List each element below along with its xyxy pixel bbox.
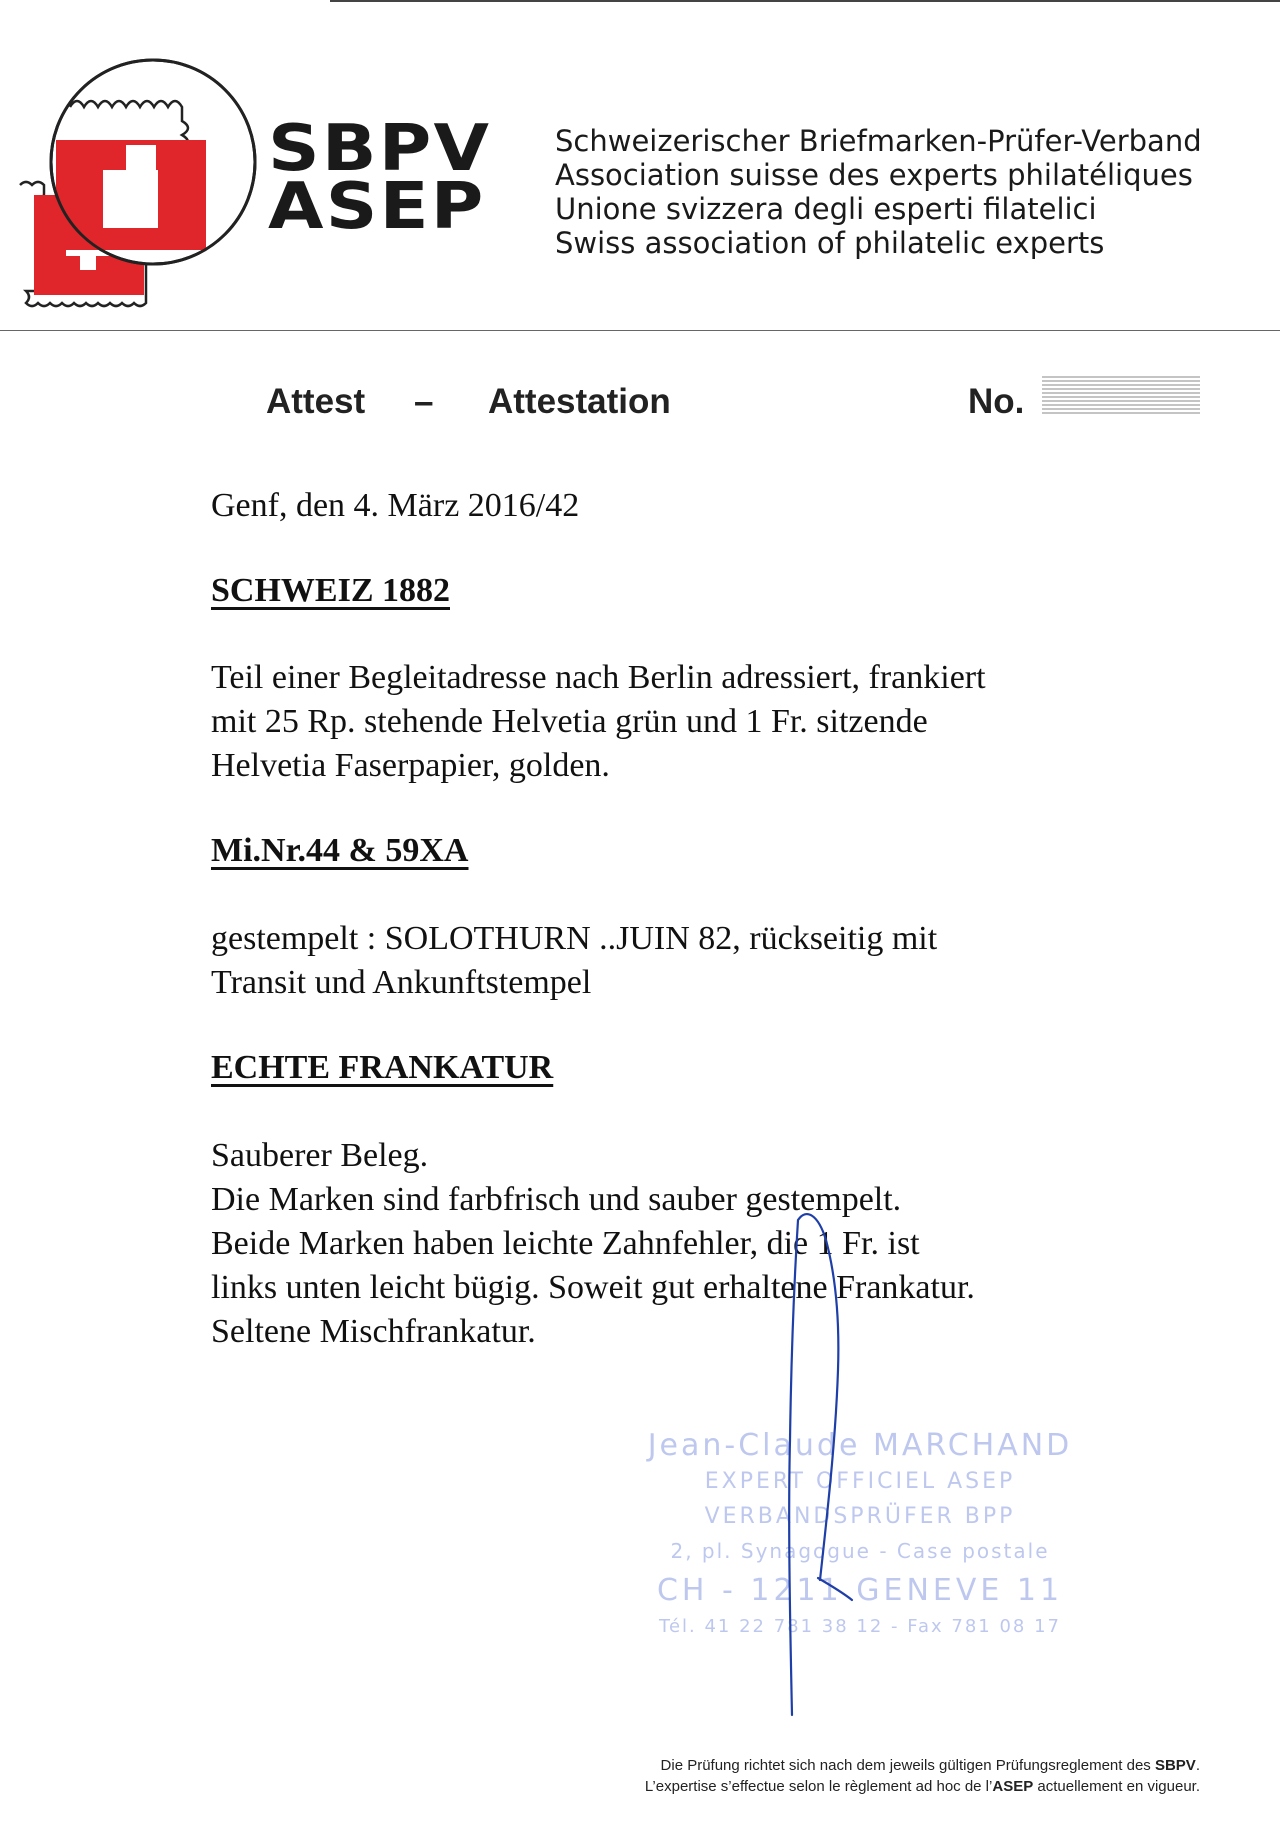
title-dash: – bbox=[414, 382, 434, 421]
footer-note bbox=[540, 1755, 1200, 1797]
stamp-line: 2, pl. Synagogue - Case postale bbox=[670, 1539, 1050, 1563]
swiss-cross-stamp-logo-icon bbox=[8, 45, 268, 317]
footer-acronym: SBPV bbox=[1154, 1757, 1196, 1774]
top-border-line bbox=[0, 0, 1280, 2]
number-label: No. bbox=[968, 382, 1025, 421]
cancellation-line: Transit und Ankunftstempel bbox=[211, 964, 592, 1001]
stamp-line: VERBANDSPRÜFER BPP bbox=[704, 1504, 1016, 1529]
stamp-line: EXPERT OFFICIEL ASEP bbox=[704, 1469, 1016, 1494]
section-heading-country: SCHWEIZ 1882 bbox=[211, 572, 450, 609]
footer-text: L’expertise s’effectue selon le règlement ad hoc de l’ bbox=[644, 1778, 993, 1795]
description-paragraph bbox=[211, 656, 986, 788]
handwritten-signature bbox=[760, 1200, 860, 1720]
footer-acronym: ASEP bbox=[992, 1778, 1034, 1795]
brand-line-sbpv: SBPV bbox=[268, 112, 492, 186]
condition-line: Die Marken sind farbfrisch und sauber gestempelt. bbox=[211, 1181, 902, 1218]
association-name-de: Schweizerischer Briefmarken-Prüfer-Verband bbox=[555, 124, 1202, 158]
brand-line-asep: ASEP bbox=[268, 170, 486, 244]
association-name-en: Swiss association of philatelic experts bbox=[555, 226, 1105, 260]
title-attest: Attest bbox=[266, 382, 366, 421]
footer-line-fr bbox=[540, 1776, 1200, 1797]
stamp-line: CH - 1211 GENEVE 11 bbox=[656, 1573, 1064, 1608]
cancellation-line: gestempelt : SOLOTHURN ..JUIN 82, rückseitig mit bbox=[211, 920, 938, 957]
section-heading-catalogue: Mi.Nr.44 & 59XA bbox=[211, 832, 469, 869]
cancellation-paragraph bbox=[211, 917, 937, 1005]
description-line: Helvetia Faserpapier, golden. bbox=[211, 747, 610, 784]
description-line: mit 25 Rp. stehende Helvetia grün und 1 Fr. sitzende bbox=[211, 703, 928, 740]
date-line: Genf, den 4. März 2016/42 bbox=[211, 487, 580, 524]
association-names bbox=[555, 124, 1202, 260]
certificate-number-field bbox=[1042, 375, 1200, 415]
condition-line: links unten leicht bügig. Soweit gut erhaltene Frankatur. bbox=[211, 1269, 975, 1306]
condition-line: Seltene Mischfrankatur. bbox=[211, 1313, 536, 1350]
condition-line: Beide Marken haben leichte Zahnfehler, die 1 Fr. ist bbox=[211, 1225, 920, 1262]
association-name-fr: Association suisse des experts philatéliques bbox=[555, 158, 1193, 192]
header-divider bbox=[0, 330, 1280, 331]
stamp-line: Jean-Claude MARCHAND bbox=[647, 1428, 1073, 1463]
footer-line-de bbox=[540, 1755, 1200, 1776]
footer-text: actuellement en vigueur. bbox=[1033, 1778, 1200, 1795]
condition-paragraph bbox=[211, 1134, 975, 1354]
brand-logotype bbox=[268, 112, 492, 244]
expert-stamp bbox=[600, 1428, 1120, 1637]
association-name-it: Unione svizzera degli esperti filatelici bbox=[555, 192, 1097, 226]
footer-text: Die Prüfung richtet sich nach dem jeweils gültigen Prüfungsreglement des bbox=[660, 1757, 1155, 1774]
stamp-line: Tél. 41 22 781 38 12 - Fax 781 08 17 bbox=[659, 1616, 1061, 1637]
section-heading-verdict: ECHTE FRANKATUR bbox=[211, 1049, 554, 1086]
footer-text: . bbox=[1195, 1757, 1200, 1774]
description-line: Teil einer Begleitadresse nach Berlin adressiert, frankiert bbox=[211, 659, 986, 696]
condition-line: Sauberer Beleg. bbox=[211, 1137, 429, 1174]
title-attestation: Attestation bbox=[488, 382, 671, 421]
